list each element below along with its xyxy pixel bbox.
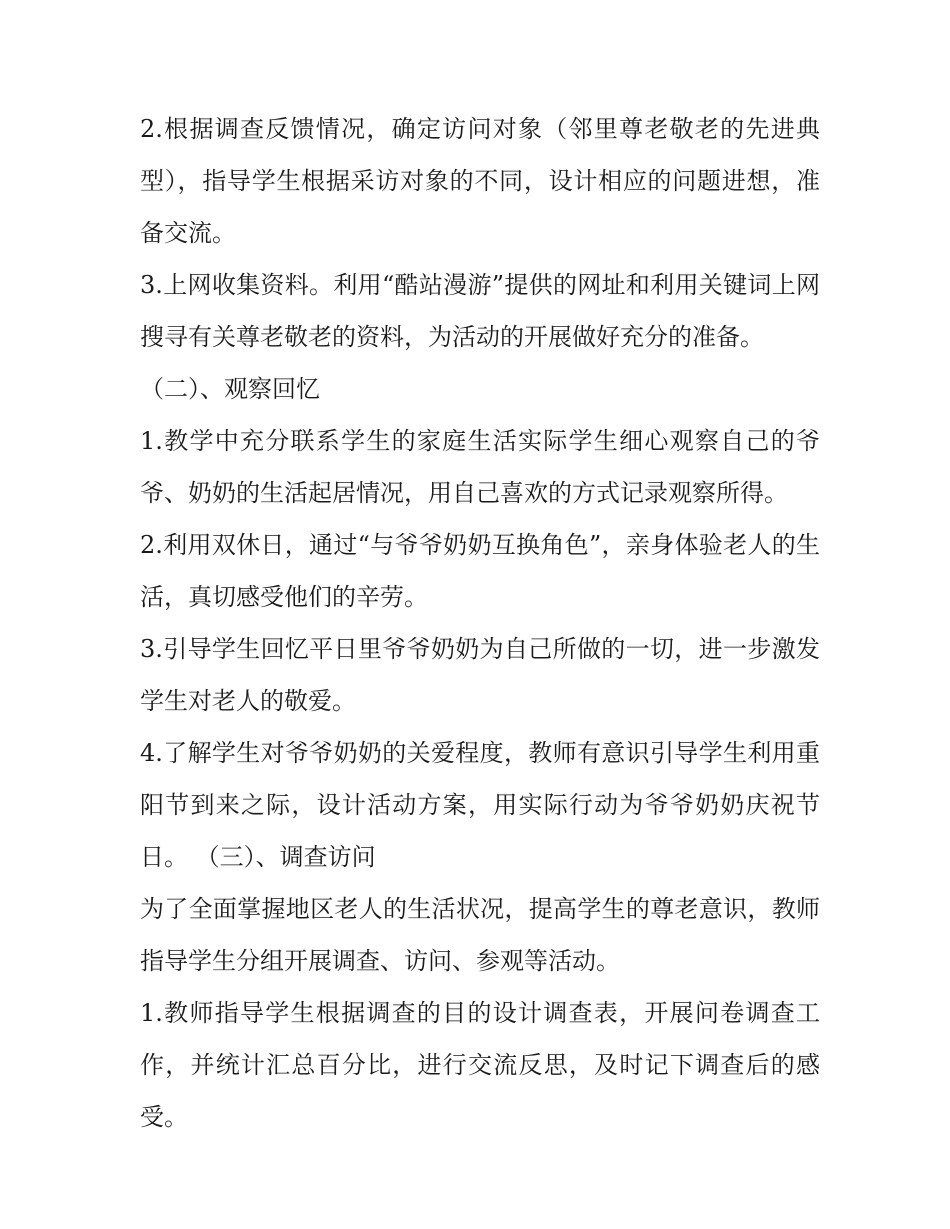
paragraph-double-ninth-plan: 4.了解学生对爷爷奶奶的关爱程度，教师有意识引导学生利用重阳节到来之际，设计活动方案，用实际行动为爷爷奶奶庆祝节日。 （三）、调查访问 <box>140 739 820 871</box>
document-body <box>140 103 820 1143</box>
paragraph-interview-targets: 2.根据调查反馈情况，确定访问对象（邻里尊老敬老的先进典型），指导学生根据采访对象的不同，设计相应的问题进想，准备交流。 <box>140 115 820 247</box>
paragraph-recall-care: 3.引导学生回忆平日里爷爷奶奶为自己所做的一切，进一步激发学生对老人的敬爱。 <box>140 635 820 715</box>
section-heading-observe-recall: （二）、观察回忆 <box>140 375 320 403</box>
paragraph-role-swap: 2.利用双休日，通过“与爷爷奶奶互换角色”，亲身体验老人的生活，真切感受他们的辛劳。 <box>140 531 820 611</box>
paragraph-online-research: 3.上网收集资料。利用“酷站漫游”提供的网址和利用关键词上网搜寻有关尊老敬老的资料，为活动的开展做好充分的准备。 <box>140 271 820 351</box>
paragraph-observe-grandparents: 1.教学中充分联系学生的家庭生活实际学生细心观察自己的爷爷、奶奶的生活起居情况，用自己喜欢的方式记录观察所得。 <box>140 427 820 507</box>
paragraph-survey-overview: 为了全面掌握地区老人的生活状况，提高学生的尊老意识，教师指导学生分组开展调查、访问、参观等活动。 <box>140 895 820 975</box>
paragraph-questionnaire: 1.教师指导学生根据调查的目的设计调查表，开展问卷调查工作，并统计汇总百分比，进行交流反思，及时记下调查后的感受。 <box>140 999 820 1131</box>
